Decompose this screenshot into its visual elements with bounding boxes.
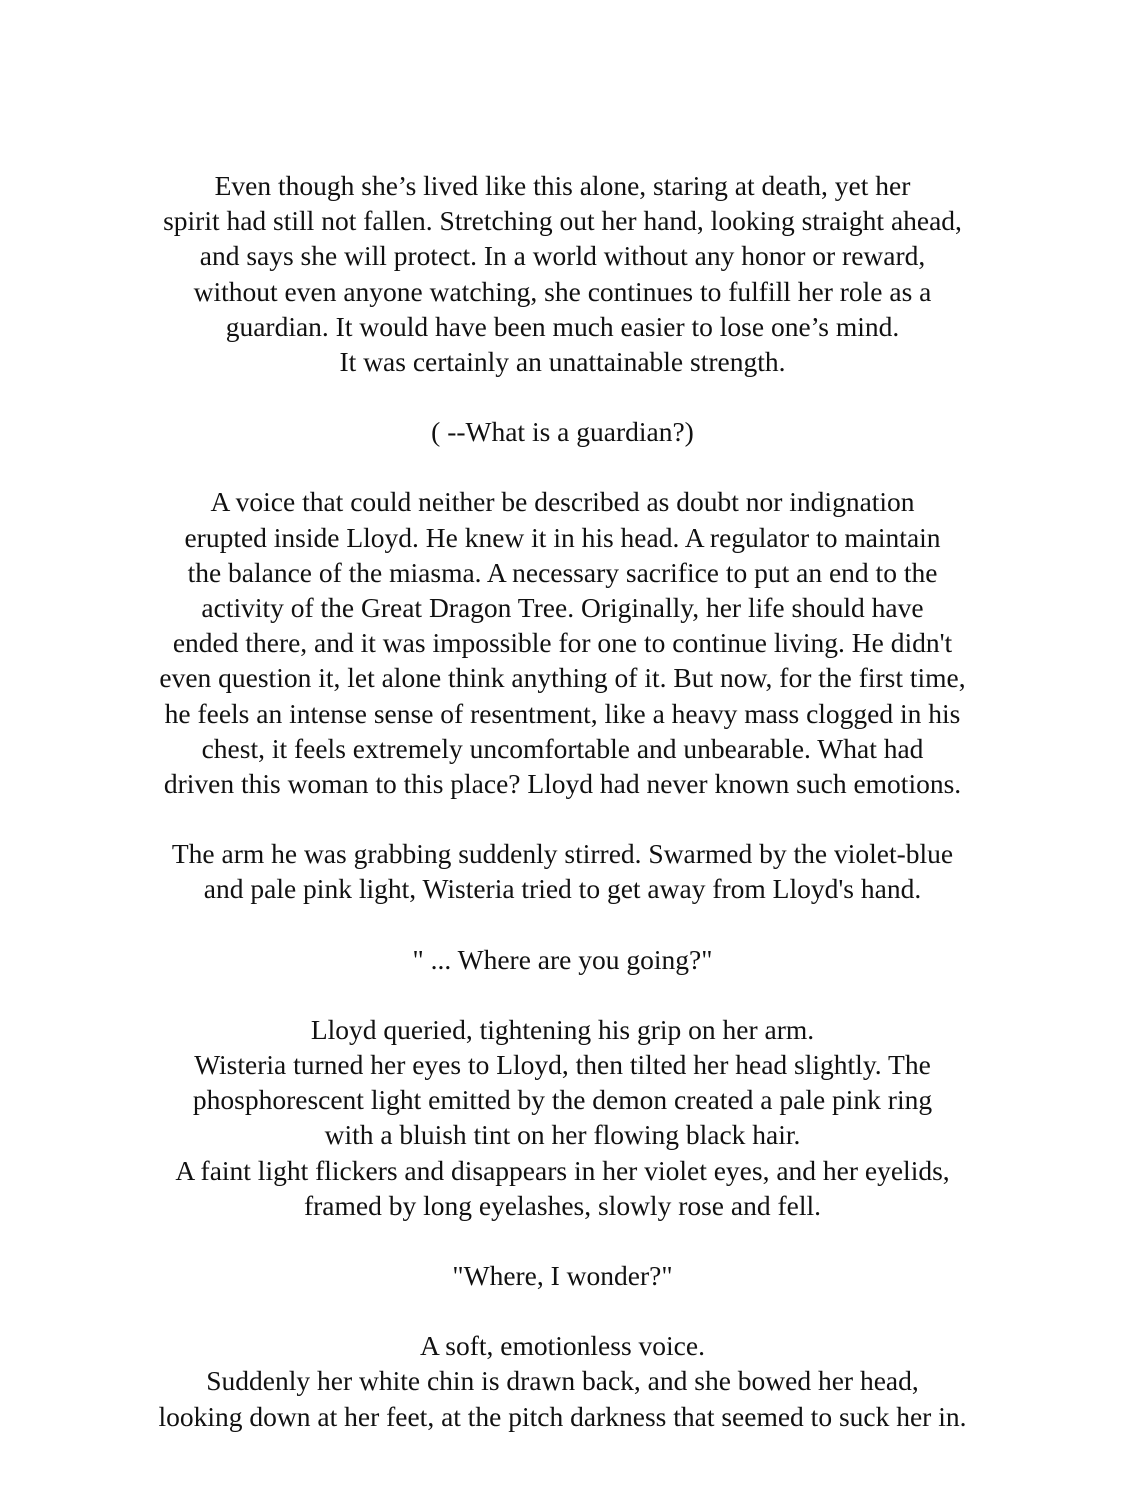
text-line: Lloyd queried, tightening his grip on her arm. [310,1013,815,1045]
text-line: looking down at her feet, at the pitch darkness that seemed to suck her in. [158,1400,967,1432]
text-line: Wisteria turned her eyes to Lloyd, then tilted her head slightly. The [194,1049,931,1081]
text-line: and says she will protect. In a world without any honor or reward, [199,240,926,272]
document-page [0,168,1125,1469]
paragraph-2 [0,414,1125,449]
text-line: driven this woman to this place? Lloyd had never known such emotions. [163,768,962,800]
paragraph-8 [0,1328,1125,1434]
text-line: A voice that could neither be described as doubt nor indignation [210,486,915,518]
text-line: phosphorescent light emitted by the demon created a pale pink ring [192,1084,933,1116]
text-line: Suddenly her white chin is drawn back, and she bowed her head, [206,1365,919,1397]
text-line: with a bluish tint on her flowing black hair. [324,1119,801,1151]
text-line: "Where, I wonder?" [452,1260,673,1292]
text-line: guardian. It would have been much easier to lose one’s mind. [225,310,900,342]
text-line: A faint light flickers and disappears in her violet eyes, and her eyelids, [175,1154,950,1186]
paragraph-4 [0,836,1125,906]
paragraph-5 [0,942,1125,977]
text-line: The arm he was grabbing suddenly stirred. Swarmed by the violet-blue [171,838,954,870]
text-line: It was certainly an unattainable strength. [339,346,786,378]
paragraph-6 [0,1012,1125,1223]
text-line: ( --What is a guardian?) [431,416,694,448]
text-line: he feels an intense sense of resentment, like a heavy mass clogged in his [164,697,961,729]
text-line: spirit had still not fallen. Stretching out her hand, looking straight ahead, [163,205,962,237]
text-line: erupted inside Lloyd. He knew it in his head. A regulator to maintain [184,521,941,553]
text-line: even question it, let alone think anything of it. But now, for the first time, [159,662,966,694]
paragraph-1 [0,168,1125,379]
text-line: A soft, emotionless voice. [420,1330,705,1362]
paragraph-7 [0,1258,1125,1293]
text-line: activity of the Great Dragon Tree. Originally, her life should have [201,592,924,624]
text-line: chest, it feels extremely uncomfortable and unbearable. What had [201,732,924,764]
text-line: and pale pink light, Wisteria tried to get away from Lloyd's hand. [203,873,922,905]
text-line: the balance of the miasma. A necessary sacrifice to put an end to the [187,556,938,588]
text-line: " ... Where are you going?" [412,943,713,975]
paragraph-3 [0,484,1125,801]
text-line: Even though she’s lived like this alone, staring at death, yet her [214,170,911,201]
text-line: without even anyone watching, she continues to fulfill her role as a [193,275,932,307]
text-line: framed by long eyelashes, slowly rose and fell. [303,1189,821,1221]
text-line: ended there, and it was impossible for one to continue living. He didn't [172,627,953,659]
